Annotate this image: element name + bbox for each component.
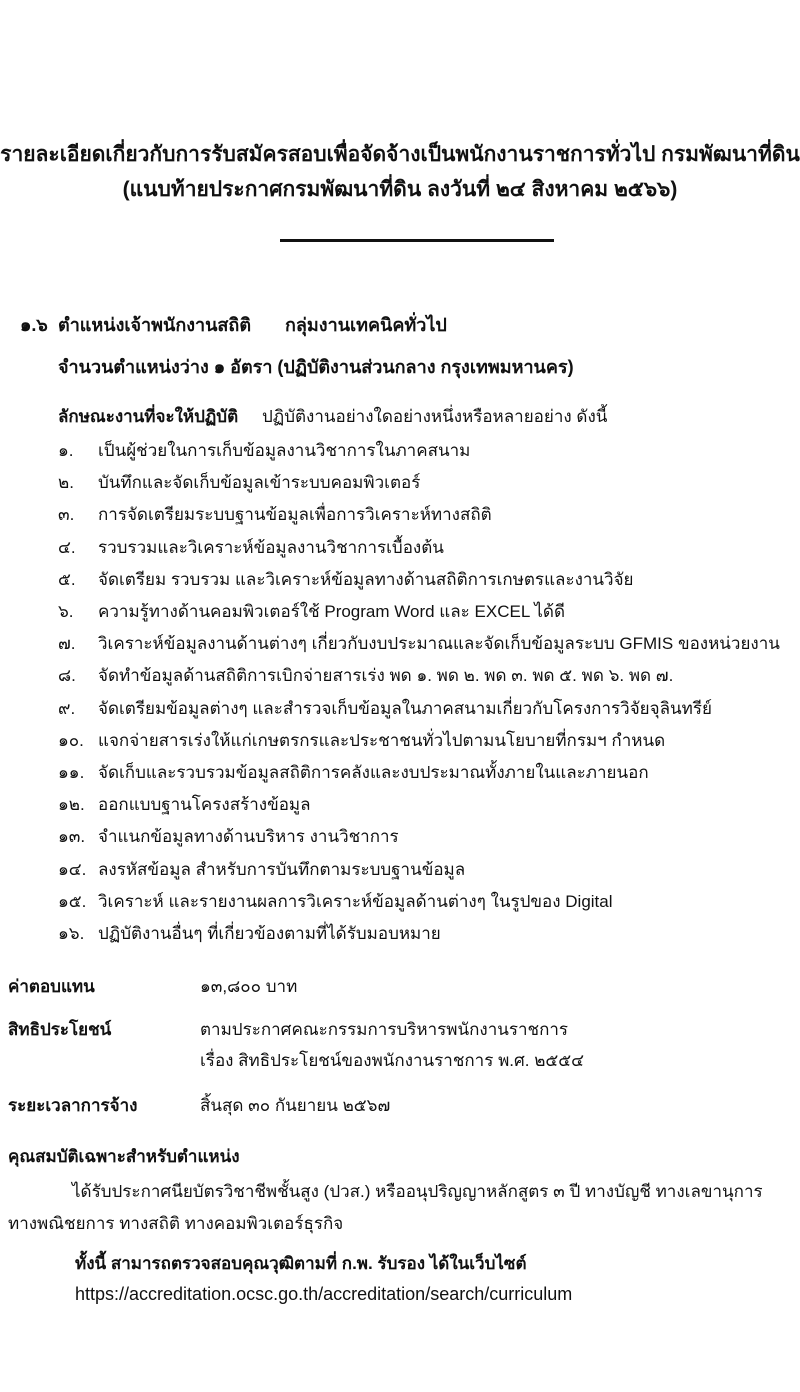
duty-text: จัดเตรียมข้อมูลต่างๆ และสำรวจเก็บข้อมูลในภาคสนามเกี่ยวกับโครงการวิจัยจุลินทรีย์ bbox=[98, 698, 712, 718]
duty-text: จัดทำข้อมูลด้านสถิติการเบิกจ่ายสารเร่ง พด ๑. พด ๒. พด ๓. พด ๕. พด ๖. พด ๗. bbox=[98, 666, 674, 686]
benefits-line1: ตามประกาศคณะกรรมการบริหารพนักงานราชการ bbox=[200, 1020, 569, 1039]
duty-item bbox=[58, 662, 673, 689]
duty-item bbox=[58, 630, 780, 657]
duty-number: ๑๔. bbox=[58, 859, 87, 879]
duty-number: ๓. bbox=[58, 505, 75, 525]
duty-number: ๗. bbox=[58, 634, 76, 654]
duty-number: ๑๓. bbox=[58, 827, 86, 847]
period-label: ระยะเวลาการจ้าง bbox=[8, 1096, 138, 1115]
duty-text: รวบรวมและวิเคราะห์ข้อมูลงานวิชาการเบื้องต้น bbox=[98, 537, 444, 557]
duty-text: ลงรหัสข้อมูล สำหรับการบันทึกตามระบบฐานข้อมูล bbox=[98, 859, 466, 879]
duty-number: ๑๖. bbox=[58, 924, 85, 943]
duty-item bbox=[58, 759, 649, 786]
duty-text: จำแนกข้อมูลทางด้านบริหาร งานวิชาการ bbox=[98, 827, 399, 847]
duty-number: ๑๑. bbox=[58, 763, 85, 782]
duties-heading: ลักษณะงานที่จะให้ปฏิบัติ bbox=[58, 407, 239, 426]
duty-item bbox=[58, 856, 465, 883]
title-divider bbox=[280, 239, 554, 242]
duty-item bbox=[58, 534, 444, 561]
duty-item bbox=[58, 695, 712, 722]
duty-text: วิเคราะห์ และรายงานผลการวิเคราะห์ข้อมูลด้านต่างๆ ในรูปของ Digital bbox=[98, 891, 613, 911]
qualifications-line2: ทางพณิชยการ ทางสถิติ ทางคอมพิวเตอร์ธุรกิจ bbox=[8, 1214, 344, 1233]
position-number: ๑.๖ bbox=[20, 315, 48, 335]
duty-text: วิเคราะห์ข้อมูลงานด้านต่างๆ เกี่ยวกับงบประมาณและจัดเก็บข้อมูลระบบ GFMIS ของหน่วยงาน bbox=[98, 634, 780, 654]
document-subtitle: (แนบท้ายประกาศกรมพัฒนาที่ดิน ลงวันที่ ๒๔ สิงหาคม ๒๕๖๖) bbox=[122, 178, 678, 201]
benefits-line2: เรื่อง สิทธิประโยชน์ของพนักงานราชการ พ.ศ. ๒๕๕๔ bbox=[200, 1051, 585, 1070]
benefits-label: สิทธิประโยชน์ bbox=[8, 1020, 112, 1039]
qualifications-heading: คุณสมบัติเฉพาะสำหรับตำแหน่ง bbox=[8, 1147, 240, 1166]
document-title: รายละเอียดเกี่ยวกับการรับสมัครสอบเพื่อจัดจ้างเป็นพนักงานราชการทั่วไป กรมพัฒนาที่ดิน bbox=[0, 143, 800, 166]
duty-number: ๑๒. bbox=[58, 795, 85, 815]
duty-text: จัดเตรียม รวบรวม และวิเคราะห์ข้อมูลทางด้านสถิติการเกษตรและงานวิจัย bbox=[98, 569, 634, 589]
duty-item bbox=[58, 437, 470, 464]
position-group: กลุ่มงานเทคนิคทั่วไป bbox=[285, 315, 447, 335]
qualifications-line1: ได้รับประกาศนียบัตรวิชาชีพชั้นสูง (ปวส.) หรืออนุปริญญาหลักสูตร ๓ ปี ทางบัญชี ทางเลขานุการ bbox=[72, 1182, 763, 1201]
duty-text: บันทึกและจัดเก็บข้อมูลเข้าระบบคอมพิวเตอร์ bbox=[98, 473, 421, 493]
duty-item bbox=[58, 469, 420, 496]
position-title: ตำแหน่งเจ้าพนักงานสถิติ bbox=[58, 315, 252, 335]
duty-number: ๘. bbox=[58, 666, 76, 686]
duty-number: ๒. bbox=[58, 473, 74, 493]
duty-item bbox=[58, 888, 613, 915]
duty-text: ปฏิบัติงานอื่นๆ ที่เกี่ยวข้องตามที่ได้รับมอบหมาย bbox=[98, 924, 441, 943]
duty-text: ความรู้ทางด้านคอมพิวเตอร์ใช้ Program Word และ EXCEL ได้ดี bbox=[98, 602, 565, 621]
duty-item bbox=[58, 920, 441, 947]
duty-text: จัดเก็บและรวบรวมข้อมูลสถิติการคลังและงบประมาณทั้งภายในและภายนอก bbox=[98, 763, 649, 782]
duty-text: ออกแบบฐานโครงสร้างข้อมูล bbox=[98, 795, 311, 815]
qualifications-note: ทั้งนี้ สามารถตรวจสอบคุณวุฒิตามที่ ก.พ. รับรอง ได้ในเว็บไซต์ bbox=[75, 1254, 527, 1273]
duty-item bbox=[58, 501, 492, 528]
duty-text: แจกจ่ายสารเร่งให้แก่เกษตรกรและประชาชนทั่วไปตามนโยบายที่กรมฯ กำหนด bbox=[98, 730, 666, 750]
duty-item bbox=[58, 823, 399, 850]
duty-item bbox=[58, 566, 634, 593]
duty-number: ๑. bbox=[58, 441, 74, 460]
duty-number: ๖. bbox=[58, 602, 74, 621]
duty-number: ๑๕. bbox=[58, 891, 87, 911]
duty-number: ๔. bbox=[58, 537, 76, 557]
duty-number: ๙. bbox=[58, 698, 76, 718]
duty-text: เป็นผู้ช่วยในการเก็บข้อมูลงานวิชาการในภาคสนาม bbox=[98, 441, 471, 460]
duty-item bbox=[58, 727, 665, 754]
duty-number: ๑๐. bbox=[58, 730, 84, 750]
duty-item bbox=[58, 598, 565, 625]
duty-number: ๕. bbox=[58, 569, 76, 589]
period-value: สิ้นสุด ๓๐ กันยายน ๒๕๖๗ bbox=[200, 1096, 391, 1115]
compensation-label: ค่าตอบแทน bbox=[8, 977, 95, 996]
curriculum-link[interactable]: https://accreditation.ocsc.go.th/accreditation/search/curriculum bbox=[75, 1284, 573, 1304]
vacancy-info: จำนวนตำแหน่งว่าง ๑ อัตรา (ปฏิบัติงานส่วนกลาง กรุงเทพมหานคร) bbox=[58, 357, 574, 377]
duty-text: การจัดเตรียมระบบฐานข้อมูลเพื่อการวิเคราะห์ทางสถิติ bbox=[98, 505, 492, 525]
duties-intro: ปฏิบัติงานอย่างใดอย่างหนึ่งหรือหลายอย่าง ดังนี้ bbox=[262, 407, 608, 426]
duty-item bbox=[58, 791, 311, 818]
compensation-value: ๑๓,๘๐๐ บาท bbox=[200, 977, 298, 996]
